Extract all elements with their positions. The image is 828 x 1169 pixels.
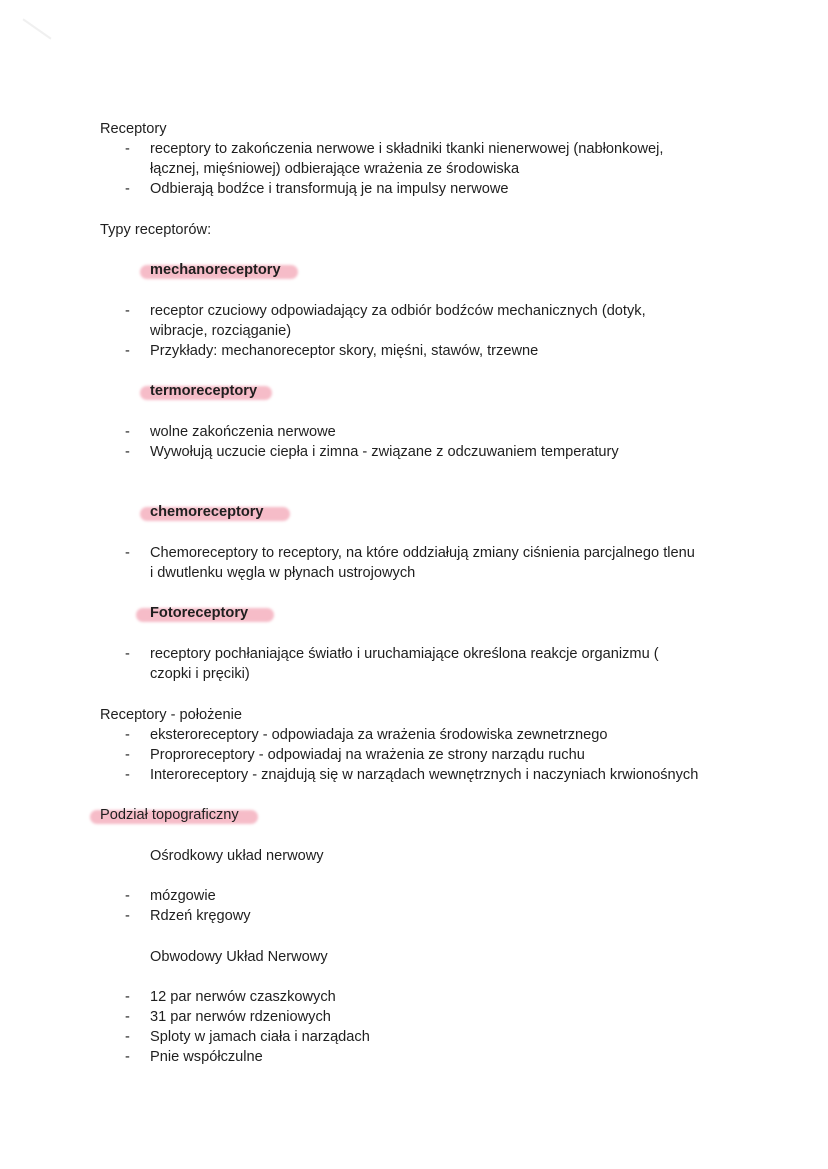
heading-chemoreceptory: chemoreceptory [150, 504, 264, 520]
list-item: 31 par nerwów rdzeniowych [150, 1009, 331, 1025]
subsection-title-peripheral: Obwodowy Układ Nerwowy [150, 949, 328, 965]
bullet-dash: - [125, 1009, 130, 1025]
list-item: receptory to zakończenia nerwowe i składniki tkanki nienerwowej (nabłonkowej, [150, 141, 664, 157]
list-item: Przykłady: mechanoreceptor skory, mięśni, stawów, trzewne [150, 343, 539, 359]
bullet-dash: - [125, 424, 130, 440]
list-item-continuation: czopki i pręciki) [150, 666, 250, 682]
list-item: receptor czuciowy odpowiadający za odbiór bodźców mechanicznych (dotyk, [150, 303, 646, 319]
list-item: Interoreceptory - znajdują się w narządach wewnętrznych i naczyniach krwionośnych [150, 767, 699, 783]
bullet-dash: - [125, 303, 130, 319]
list-item-continuation: łącznej, mięśniowej) odbierające wrażenia ze środowiska [150, 161, 520, 177]
list-item: Proproreceptory - odpowiadaj na wrażenia ze strony narządu ruchu [150, 747, 585, 763]
bullet-dash: - [125, 767, 130, 783]
heading-mechanoreceptory: mechanoreceptory [150, 262, 281, 278]
subsection-title-central: Ośrodkowy układ nerwowy [150, 848, 324, 864]
list-item: Sploty w jamach ciała i narządach [150, 1029, 370, 1045]
bullet-dash: - [125, 989, 130, 1005]
list-item: receptory pochłaniające światło i uruchamiające określona reakcje organizmu ( [150, 646, 659, 662]
list-item: Chemoreceptory to receptory, na które oddziałują zmiany ciśnienia parcjalnego tlenu [150, 545, 695, 561]
bullet-dash: - [125, 727, 130, 743]
bullet-dash: - [125, 646, 130, 662]
section-title-location: Receptory - położenie [100, 707, 242, 723]
list-item: 12 par nerwów czaszkowych [150, 989, 336, 1005]
list-item: mózgowie [150, 888, 216, 904]
bullet-dash: - [125, 908, 130, 924]
bullet-dash: - [125, 343, 130, 359]
list-item: wolne zakończenia nerwowe [150, 424, 336, 440]
list-item: Pnie współczulne [150, 1049, 263, 1065]
bullet-dash: - [125, 181, 130, 197]
list-item-continuation: i dwutlenku węgla w płynach ustrojowych [150, 565, 416, 581]
bullet-dash: - [125, 1029, 130, 1045]
bullet-dash: - [125, 141, 130, 157]
heading-termoreceptory: termoreceptory [150, 383, 258, 399]
list-item-continuation: wibracje, rozciąganie) [150, 323, 292, 339]
corner-mark [23, 18, 52, 39]
heading-fotoreceptory: Fotoreceptory [150, 605, 249, 621]
list-item: Wywołują uczucie ciepła i zimna - związane z odczuwaniem temperatury [150, 444, 619, 460]
list-item: eksteroreceptory - odpowiadaja za wrażenia środowiska zewnetrznego [150, 727, 608, 743]
types-title: Typy receptorów: [100, 222, 212, 238]
bullet-dash: - [125, 444, 130, 460]
bullet-dash: - [125, 747, 130, 763]
section-title-receptory: Receptory [100, 121, 167, 137]
bullet-dash: - [125, 888, 130, 904]
section-title-topography: Podział topograficzny [100, 807, 239, 823]
list-item: Odbierają bodźce i transformują je na impulsy nerwowe [150, 181, 509, 197]
list-item: Rdzeń kręgowy [150, 908, 251, 924]
bullet-dash: - [125, 1049, 130, 1065]
bullet-dash: - [125, 545, 130, 561]
